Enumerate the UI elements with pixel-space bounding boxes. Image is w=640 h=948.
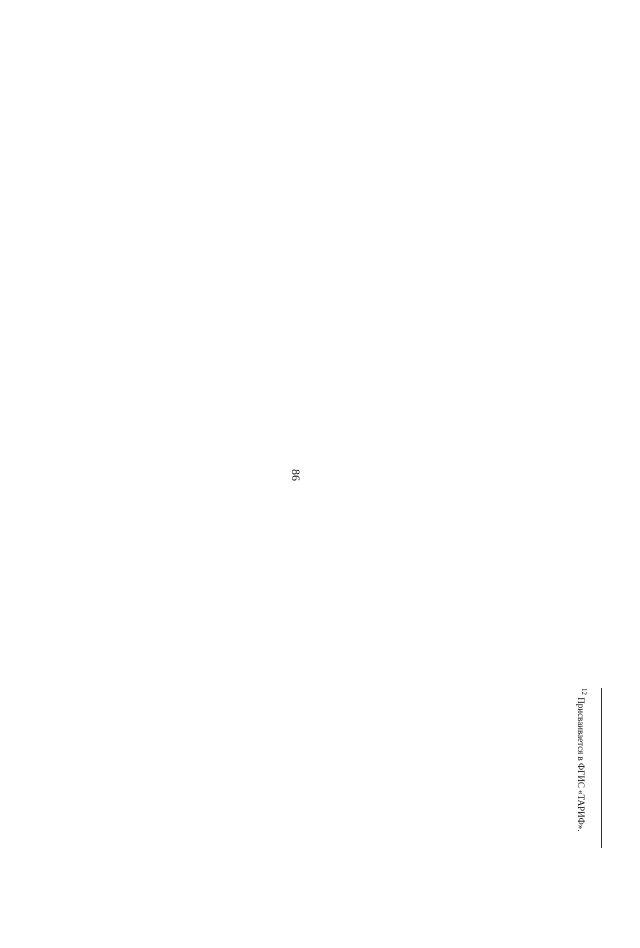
footnote-mark: 12 [580, 688, 588, 695]
page-number: 86 [289, 469, 303, 481]
footnote [574, 688, 588, 948]
footnote-divider [601, 688, 602, 848]
footnote-text: Присваивается в ФГИС «ТАРИФ». [576, 697, 586, 832]
